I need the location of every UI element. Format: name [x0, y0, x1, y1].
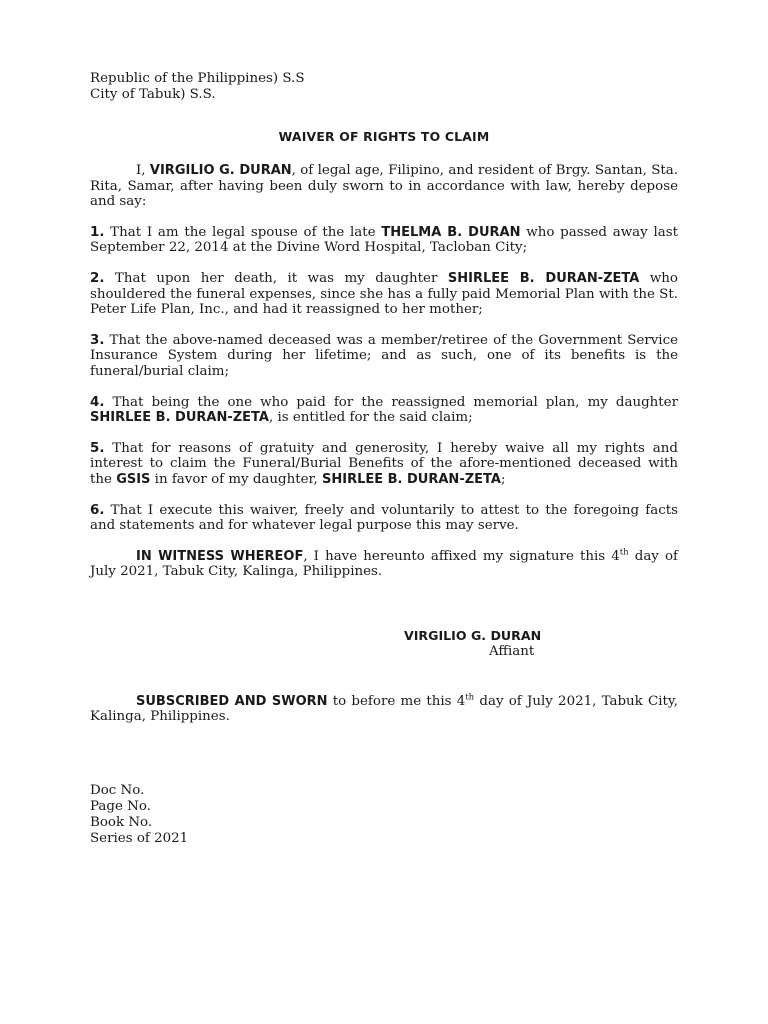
clause-text: who shouldered the funeral expenses, since she has a fully paid Memorial Plan with the St. Peter Life Plan, Inc., and had it reassigned to her mother; [90, 270, 678, 318]
clause-text: That for reasons of gratuity and generosity, I hereby waive all my rights and interest to claim the Funeral/Burial Benefits of the afore-mentioned deceased with the [90, 440, 678, 487]
clause-6 [90, 503, 678, 534]
witness-text: day of July 2021, Tabuk City, Kalinga, Philippines. [90, 548, 678, 580]
intro-text: I, [136, 163, 150, 178]
doc-no-label: Doc No. [90, 783, 145, 799]
daughter-name: SHIRLEE B. DURAN-ZETA [447, 270, 640, 286]
clause-text: who passed away last September 22, 2014 at the Divine Word Hospital, Tacloban City; [90, 224, 678, 256]
ordinal-suffix: th [619, 547, 629, 558]
venue-line-city: City of Tabuk) S.S. [90, 87, 216, 102]
venue-block [90, 71, 678, 103]
clause-3 [90, 333, 678, 380]
venue-line-republic: Republic of the Philippines) S.S [90, 71, 305, 86]
agency-name: GSIS [116, 471, 151, 487]
document-title: WAIVER OF RIGHTS TO CLAIM [278, 129, 490, 144]
clause-text: in favor of my daughter, [150, 471, 322, 487]
book-no-label: Book No. [90, 815, 153, 831]
clause-number: 2. [90, 270, 105, 286]
jurat-text: to before me this 4 [327, 693, 466, 709]
ordinal-suffix: th [465, 692, 475, 703]
clause-text: That the above-named deceased was a member/retiree of the Government Service Insurance System during her lifetime; and as such, one of its benefits is the funeral/burial claim; [90, 332, 678, 379]
clause-5 [90, 441, 678, 488]
clause-number: 4. [90, 394, 105, 410]
clause-number: 3. [90, 332, 105, 348]
daughter-name: SHIRLEE B. DURAN-ZETA [90, 410, 269, 426]
series-label: Series of 2021 [90, 831, 189, 847]
clause-text: That I execute this waiver, freely and voluntarily to attest to the foregoing facts and statements and for whatever legal purpose this may serve. [90, 502, 678, 534]
clause-text: That I am the legal spouse of the late [104, 224, 382, 240]
affiant-name: VIRGILIO G. DURAN [149, 163, 292, 178]
daughter-name: SHIRLEE B. DURAN-ZETA [321, 471, 501, 487]
document-page [90, 71, 678, 847]
clause-text: That upon her death, it was my daughter [104, 270, 448, 286]
witness-text: , I have hereunto affixed my signature this 4 [303, 548, 620, 564]
clause-4 [90, 395, 678, 426]
intro-paragraph [90, 163, 678, 210]
signatory-role: Affiant [489, 643, 535, 659]
clause-number: 1. [90, 224, 105, 240]
clause-2 [90, 271, 678, 318]
signatory-name: VIRGILIO G. DURAN [404, 627, 542, 643]
clause-number: 5. [90, 440, 105, 456]
clause-text: , is entitled for the said claim; [268, 410, 473, 426]
page-no-label: Page No. [90, 799, 151, 815]
jurat-paragraph [90, 694, 678, 725]
signature-block [404, 628, 678, 660]
clause-text: That being the one who paid for the reassigned memorial plan, my daughter [104, 394, 678, 410]
clause-text: ; [500, 471, 506, 487]
deceased-name: THELMA B. DURAN [381, 224, 521, 240]
witness-paragraph [90, 549, 678, 580]
intro-text: , of legal age, Filipino, and resident of Brgy. Santan, Sta. Rita, Samar, after having been duly sworn to in accordance with law, hereby depose and say: [90, 163, 678, 210]
witness-lead: IN WITNESS WHEREOF [136, 548, 304, 564]
jurat-text: day of July 2021, Tabuk City, Kalinga, Philippines. [90, 693, 678, 725]
clause-number: 6. [90, 502, 105, 518]
notarial-register-block [90, 783, 678, 847]
clause-1 [90, 225, 678, 256]
jurat-lead: SUBSCRIBED AND SWORN [136, 693, 328, 709]
